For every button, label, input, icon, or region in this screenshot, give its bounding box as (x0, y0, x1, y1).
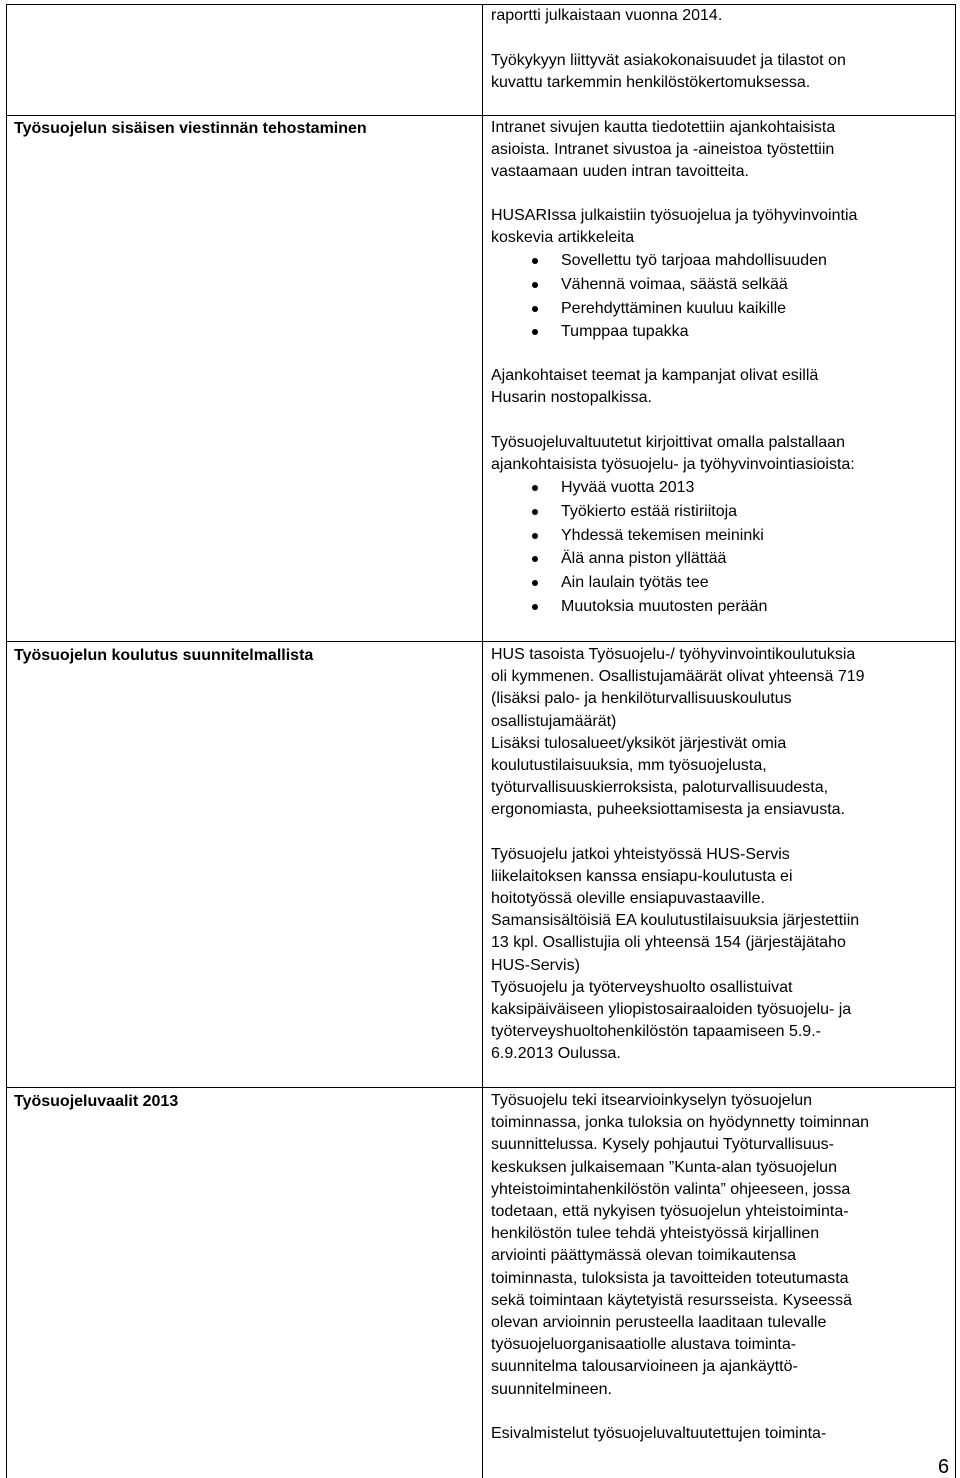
text-line: liikelaitoksen kanssa ensiapu-koulutusta ei (491, 867, 793, 885)
text-line: Ajankohtaiset teemat ja kampanjat olivat esillä (491, 367, 819, 385)
text-line: oli kymmenen. Osallistujamäärät olivat yhteensä 719 (491, 668, 865, 686)
bullet-icon (532, 509, 538, 515)
table-row-divider (6, 1087, 956, 1088)
text-line: keskuksen julkaisemaan ”Kunta-alan työsuojelun (491, 1158, 837, 1176)
row1-content (491, 5, 956, 95)
text-line: työterveyshuoltohenkilöstön tapaamiseen 5.9.- (491, 1023, 821, 1041)
bullet-icon (532, 604, 538, 610)
text-line: HUS-Servis) (491, 956, 580, 974)
text-line: asioista. Intranet sivustoa ja -aineistoa työstettiin (491, 141, 835, 159)
text-line: Esivalmistelut työsuojeluvaltuutettujen toiminta- (491, 1424, 827, 1442)
list-item: Ain laulain työtäs tee (491, 571, 956, 595)
bullet-icon (532, 258, 538, 264)
bullet-icon (532, 533, 538, 539)
paragraph (491, 5, 956, 27)
text-line: ergonomiasta, puheeksiottamisesta ja ensiavusta. (491, 801, 845, 819)
table-row-divider (6, 641, 956, 642)
text-line: (lisäksi palo- ja henkilöturvallisuuskoulutus (491, 690, 792, 708)
text-line: Työsuojeluvaltuutetut kirjoittivat omalla palstallaan (491, 433, 845, 451)
section-heading: Työsuojelun sisäisen viestinnän tehostaminen (14, 120, 367, 137)
text-line: arviointi päättymässä olevan toimikautensa (491, 1247, 797, 1265)
row4-content (491, 1090, 956, 1445)
text-line: suunnittelussa. Kysely pohjautui Työturvallisuus- (491, 1136, 834, 1154)
text-line: työsuojeluorganisaatiolle alustava toiminta- (491, 1336, 797, 1354)
paragraph (491, 117, 956, 184)
list-item: Hyvää vuotta 2013 (491, 476, 956, 500)
page-number: 6 (938, 1456, 950, 1478)
text-line: kaksipäiväiseen yliopistosairaaloiden työsuojelu- ja (491, 1001, 852, 1019)
text-line: yhteistoimintahenkilöstön valinta” ohjeeseen, jossa (491, 1180, 851, 1198)
list-item: Sovellettu työ tarjoaa mahdollisuuden (491, 249, 956, 273)
list-item: Älä anna piston yllättää (491, 547, 956, 571)
paragraph (491, 844, 956, 1066)
text-line: todetaan, että nykyisen työsuojelun yhteistoiminta- (491, 1203, 849, 1221)
text-line: 6.9.2013 Oulussa. (491, 1045, 621, 1063)
bullet-icon (532, 485, 538, 491)
bullet-icon (532, 306, 538, 312)
text-line: hoitotyössä oleville ensiapuvastaaville. (491, 890, 765, 908)
text-line: sekä toimintaan käytetyistä resursseista. Kyseessä (491, 1291, 853, 1309)
paragraph (491, 50, 956, 94)
text-line: Työsuojelu ja työterveyshuolto osallistuivat (491, 978, 793, 996)
text-line: Työsuojelu teki itsearvioinkyselyn työsuojelun (491, 1092, 813, 1109)
row2-content (491, 117, 956, 619)
text-line: henkilöstön tulee tehdä yhteistyössä kirjallinen (491, 1225, 820, 1243)
list-item: Yhdessä tekemisen meininki (491, 524, 956, 548)
bullet-icon (532, 556, 538, 562)
text-line: 13 kpl. Osallistujia oli yhteensä 154 (järjestäjätaho (491, 934, 846, 952)
list-item: Vähennä voimaa, säästä selkää (491, 273, 956, 297)
text-line: suunnitelmineen. (491, 1380, 612, 1398)
text-line: toiminnassa, jonka tuloksia on hyödynnetty toiminnan (491, 1114, 869, 1132)
text-line: Intranet sivujen kautta tiedotettiin ajankohtaisista (491, 119, 836, 136)
text-line: toiminnasta, tuloksista ja tavoitteiden toteutumasta (491, 1269, 849, 1287)
text-line: vastaamaan uuden intran tavoitteita. (491, 163, 749, 181)
text-line: Lisäksi tulosalueet/yksiköt järjestivät omia (491, 734, 787, 752)
paragraph (491, 1090, 956, 1401)
text-line: Työsuojelu jatkoi yhteistyössä HUS-Servis (491, 845, 790, 863)
list-item: Muutoksia muutosten perään (491, 595, 956, 619)
bullet-list (491, 476, 956, 619)
bullet-icon (532, 282, 538, 288)
text-line: HUSARIssa julkaistiin työsuojelua ja työhyvinvointia (491, 206, 858, 224)
text-line: Samansisältöisiä EA koulutustilaisuuksia järjestettiin (491, 912, 860, 930)
text-line: koulutustilaisuuksia, mm työsuojelusta, (491, 757, 767, 775)
bullet-icon (532, 580, 538, 586)
table-border-middle (482, 4, 483, 1478)
paragraph (491, 365, 956, 409)
text-line: osallistujamäärät) (491, 712, 617, 730)
paragraph (491, 1423, 956, 1445)
text-line: koskevia artikkeleita (491, 228, 635, 246)
text-line: suunnitelma talousarvioineen ja ajankäyttö- (491, 1358, 798, 1376)
table-border-left (6, 4, 7, 1478)
text-line: Työkykyyn liittyvät asiakokonaisuudet ja tilastot on (491, 52, 846, 70)
list-item: Työkierto estää ristiriitoja (491, 500, 956, 524)
text-line: olevan arvioinnin perusteella laaditaan tulevalle (491, 1314, 827, 1332)
section-heading: Työsuojeluvaalit 2013 (14, 1093, 179, 1110)
table-row-divider (6, 115, 956, 116)
paragraph (491, 432, 956, 476)
list-item: Perehdyttäminen kuuluu kaikille (491, 297, 956, 321)
text-line: työturvallisuuskierroksista, paloturvallisuudesta, (491, 779, 829, 797)
paragraph (491, 644, 956, 822)
bullet-icon (532, 329, 538, 335)
row3-content (491, 644, 956, 1066)
text-line: Husarin nostopalkissa. (491, 389, 652, 407)
text-line: kuvattu tarkemmin henkilöstökertomuksessa. (491, 74, 811, 92)
list-item: Tumppaa tupakka (491, 320, 956, 344)
text-line: raportti julkaistaan vuonna 2014. (491, 7, 723, 24)
paragraph (491, 205, 956, 249)
bullet-list (491, 249, 956, 344)
text-line: HUS tasoista Työsuojelu-/ työhyvinvointikoulutuksia (491, 646, 856, 663)
text-line: ajankohtaisista työsuojelu- ja työhyvinvointiasioista: (491, 455, 855, 473)
section-heading: Työsuojelun koulutus suunnitelmallista (14, 647, 314, 664)
